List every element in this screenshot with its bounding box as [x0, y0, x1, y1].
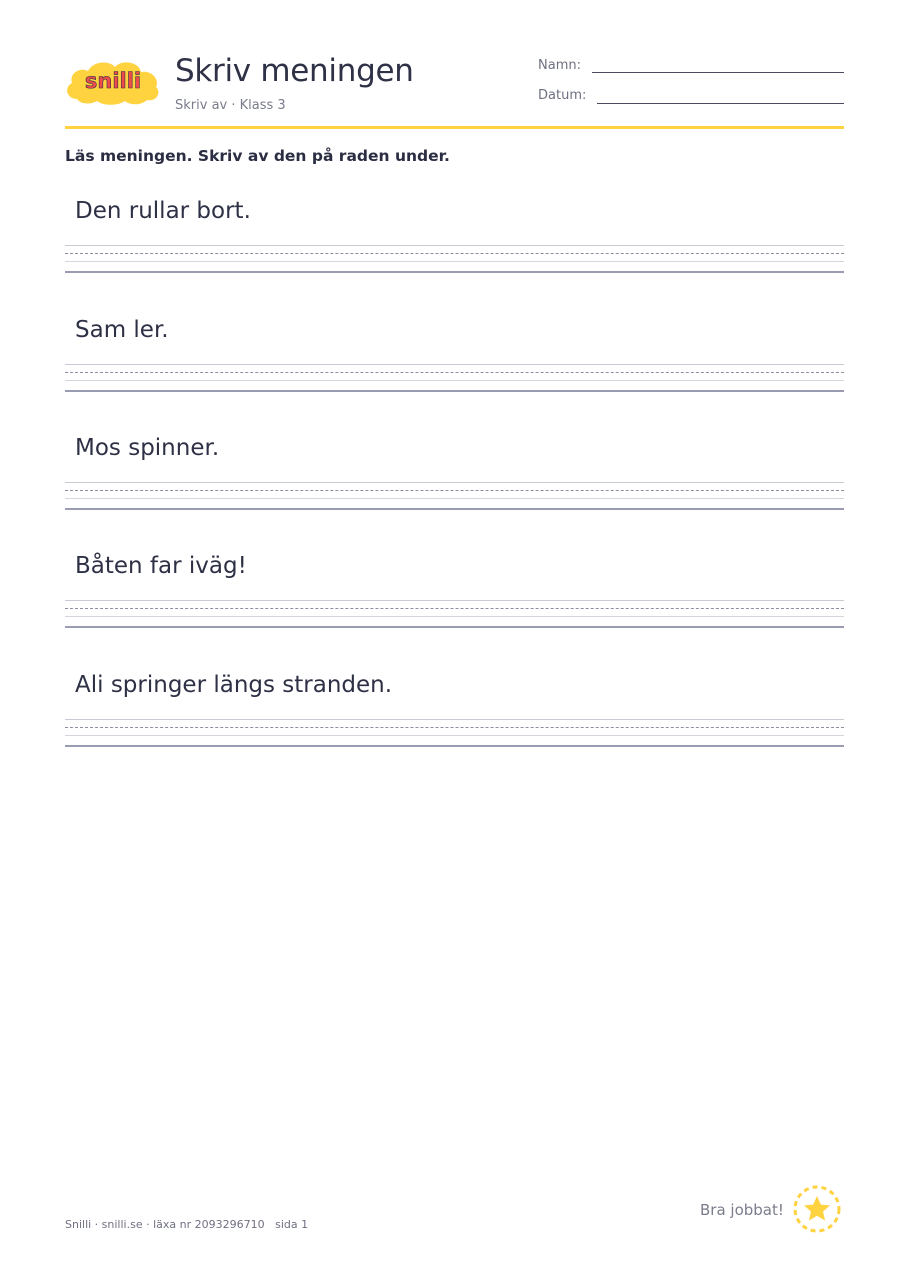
sentence-item	[65, 435, 844, 525]
footer-text: Snilli · snilli.se · läxa nr 2093296710 sida 1	[65, 1218, 309, 1231]
star-icon	[792, 1184, 842, 1234]
date-label: Datum:	[538, 88, 587, 103]
sentence-item	[65, 317, 844, 407]
name-field[interactable]	[592, 72, 844, 73]
writing-guide-midline	[65, 490, 844, 491]
sentence-text: Båten far iväg!	[75, 553, 247, 579]
page-title: Skriv meningen	[175, 53, 414, 89]
writing-guide-top	[65, 364, 844, 365]
writing-guide-lower	[65, 261, 844, 262]
praise-text: Bra jobbat!	[700, 1201, 784, 1219]
writing-guide-lower	[65, 616, 844, 617]
instruction-text: Läs meningen. Skriv av den på raden under.	[65, 147, 450, 165]
writing-baseline[interactable]	[65, 390, 844, 392]
writing-guide-top	[65, 719, 844, 720]
sentence-text: Sam ler.	[75, 317, 169, 343]
sentence-text: Ali springer längs stranden.	[75, 672, 393, 698]
name-label: Namn:	[538, 58, 581, 73]
writing-guide-top	[65, 245, 844, 246]
writing-guide-top	[65, 600, 844, 601]
writing-baseline[interactable]	[65, 508, 844, 510]
writing-baseline[interactable]	[65, 271, 844, 273]
sentence-item	[65, 672, 844, 762]
writing-guide-lower	[65, 498, 844, 499]
header-divider	[65, 126, 844, 129]
sentence-item	[65, 198, 844, 288]
writing-guide-midline	[65, 372, 844, 373]
writing-baseline[interactable]	[65, 745, 844, 747]
sentence-text: Den rullar bort.	[75, 198, 251, 224]
sentence-text: Mos spinner.	[75, 435, 220, 461]
writing-guide-lower	[65, 735, 844, 736]
writing-guide-lower	[65, 380, 844, 381]
sentence-item	[65, 553, 844, 643]
logo-wordmark: snilli	[84, 69, 142, 93]
page-subtitle: Skriv av · Klass 3	[175, 98, 286, 113]
snilli-logo	[63, 55, 163, 109]
writing-guide-midline	[65, 253, 844, 254]
date-field[interactable]	[597, 103, 844, 104]
writing-guide-top	[65, 482, 844, 483]
writing-baseline[interactable]	[65, 626, 844, 628]
writing-guide-midline	[65, 608, 844, 609]
writing-guide-midline	[65, 727, 844, 728]
